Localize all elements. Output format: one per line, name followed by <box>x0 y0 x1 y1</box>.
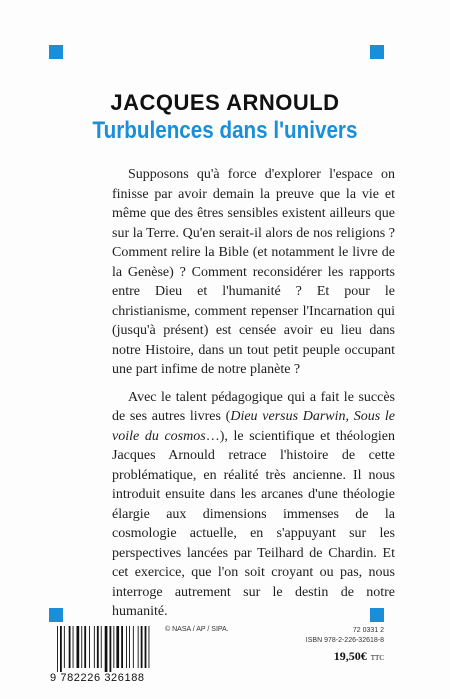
author-name: JACQUES ARNOULD <box>110 90 340 115</box>
book-reference: Sous le voile du cosmos <box>112 409 395 444</box>
barcode-bar <box>57 626 58 672</box>
blue-square-top-right <box>370 45 384 59</box>
isbn: ISBN 978-2-226-32618-8 <box>305 637 384 644</box>
barcode-bar <box>129 626 130 668</box>
barcode-bar <box>97 626 99 668</box>
blurb-text: Avec le talent pédagogique qui a fait le succès de ses autres livres ( <box>112 389 395 424</box>
photo-credit: © NASA / AP / SIPA. <box>165 626 229 633</box>
book-codes <box>306 626 384 646</box>
blue-square-bottom-left <box>49 608 63 622</box>
blurb-paragraph-1: Supposons qu'à force d'explorer l'espace on finisse par avoir demain la preuve que la vie et même que des êtres sensibles existent ailleurs que sur la Terre. Qu'en serait-il alors de nos religions ? Comment relire la Bible (et notamment le livre de la Genèse) ? Comment reconsidérer les rapports entre Dieu et l'humanité ? Et pour le christianisme, comment repenser l'Incarnation qui (jusqu'à présent) est censée avoir eu lieu dans notre Histoire, dans un tout petit peuple occupant une part infime de notre planète ? <box>112 167 395 377</box>
barcode-bar <box>110 626 112 672</box>
price-amount: 19,50€ <box>333 649 367 663</box>
blurb-text: , <box>345 409 354 424</box>
barcode-bar <box>84 626 86 668</box>
blurb-text: …), le scientifique et théologien Jacques Arnould retrace l'histoire de cette problématique, en réalité très ancienne. Il nous introduit ensuite dans les arcanes d'une théologie élargie aux dimensions immenses de la cosmologie actuelle, en s'appuyant sur les perspectives lancées par Teilhard de Chardin. Et cet exercice, que l'on soit croyant ou pas, nous interroge autrement sur le destin de notre humanité. <box>112 428 396 619</box>
barcode-bar <box>149 626 150 668</box>
price-suffix: TTC <box>370 654 384 662</box>
blurb <box>112 165 395 630</box>
blurb-paragraph-2 <box>112 388 395 622</box>
barcode-bar <box>116 626 119 668</box>
barcode-bar <box>81 626 82 668</box>
product-code: 72 0331 2 <box>352 627 384 634</box>
book-reference: Dieu versus Darwin <box>230 409 346 424</box>
barcode-bar <box>121 626 123 668</box>
barcode-bar <box>105 626 108 672</box>
book-title: Turbulences dans l'univers <box>92 117 358 144</box>
barcode-bar <box>138 626 139 668</box>
barcode-bar <box>141 626 143 668</box>
barcode-bar <box>126 626 127 668</box>
barcode-bar <box>73 626 74 668</box>
barcode-bar <box>64 626 65 668</box>
barcode-bar <box>145 626 147 668</box>
barcode-bar <box>94 626 95 668</box>
barcode <box>55 626 155 674</box>
barcode-bar <box>89 626 90 668</box>
barcode-bar <box>69 626 71 668</box>
barcode-number: 9 782226 326188 <box>50 672 145 684</box>
barcode-bar <box>77 626 80 668</box>
barcode-bar <box>113 626 114 668</box>
barcode-bar <box>60 626 62 672</box>
blue-square-top-left <box>49 45 63 59</box>
barcode-bar <box>101 626 102 668</box>
barcode-bar <box>133 626 134 668</box>
price <box>334 647 384 665</box>
